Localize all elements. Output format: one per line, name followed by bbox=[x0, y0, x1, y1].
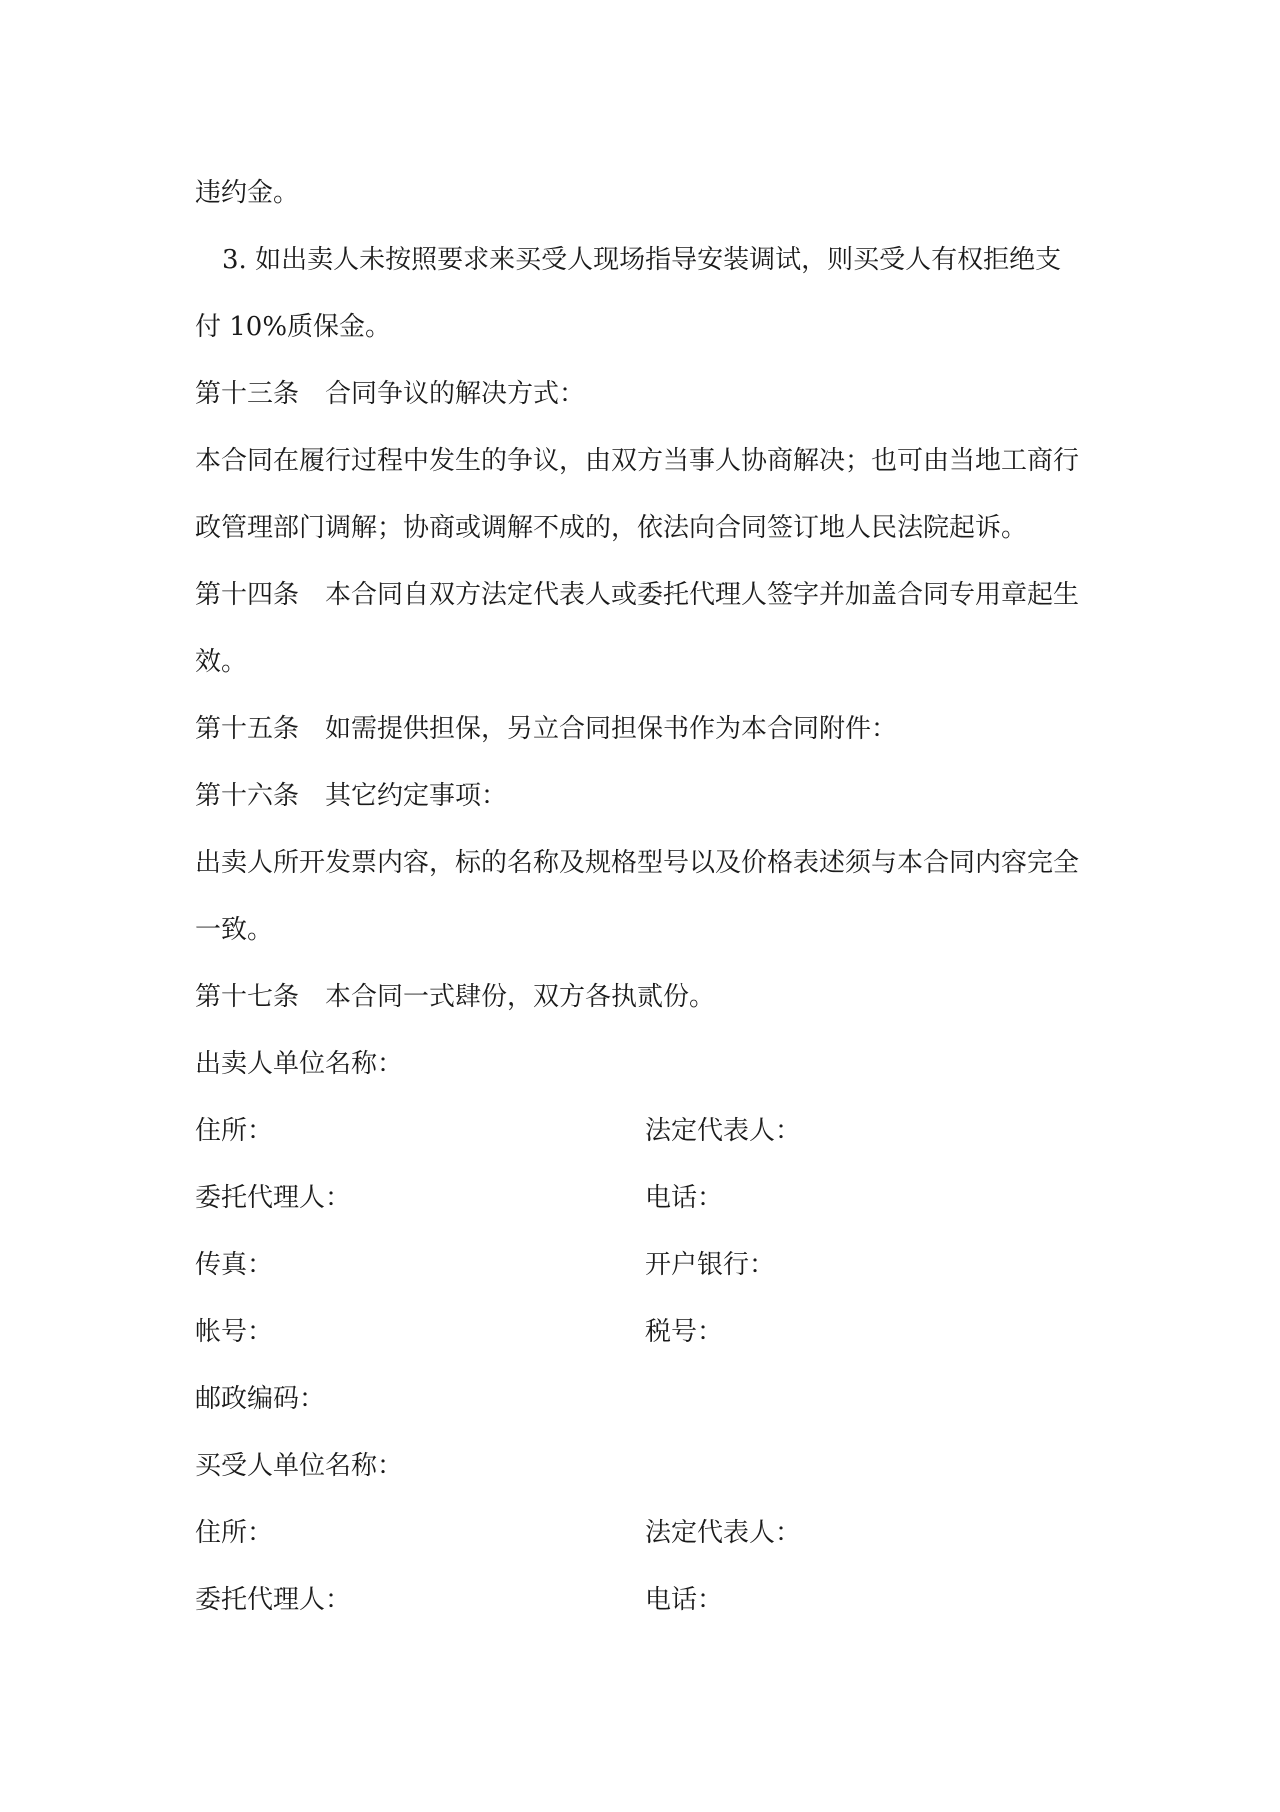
article-16-heading: 第十六条 其它约定事项： bbox=[195, 781, 508, 811]
article-16-body-line-2: 一致。 bbox=[195, 915, 274, 945]
seller-agent-label: 委托代理人： bbox=[195, 1183, 352, 1213]
seller-bank-label: 开户银行： bbox=[645, 1250, 776, 1280]
seller-legal-rep-label: 法定代表人： bbox=[645, 1116, 802, 1146]
article-13-body-line-2: 政管理部门调解；协商或调解不成的，依法向合同签订地人民法院起诉。 bbox=[195, 513, 1028, 543]
article-14-line-1: 第十四条 本合同自双方法定代表人或委托代理人签字并加盖合同专用章起生 bbox=[195, 580, 1080, 610]
seller-phone-label: 电话： bbox=[645, 1183, 724, 1213]
seller-tax-id-label: 税号： bbox=[645, 1317, 724, 1347]
clause-3-line-2: 付 10%质保金。 bbox=[195, 312, 392, 342]
paragraph-penalty-end: 违约金。 bbox=[195, 178, 300, 208]
article-16-body-line-1: 出卖人所开发票内容，标的名称及规格型号以及价格表述须与本合同内容完全 bbox=[195, 848, 1080, 878]
article-17: 第十七条 本合同一式肆份，双方各执贰份。 bbox=[195, 982, 716, 1012]
buyer-legal-rep-label: 法定代表人： bbox=[645, 1518, 802, 1548]
buyer-agent-label: 委托代理人： bbox=[195, 1585, 352, 1615]
clause-3-line-1: 3. 如出卖人未按照要求来买受人现场指导安装调试，则买受人有权拒绝支 bbox=[222, 245, 1062, 275]
seller-unit-name-label: 出卖人单位名称： bbox=[195, 1049, 404, 1079]
seller-account-label: 帐号： bbox=[195, 1317, 274, 1347]
buyer-address-label: 住所： bbox=[195, 1518, 274, 1548]
buyer-unit-name-label: 买受人单位名称： bbox=[195, 1451, 404, 1481]
article-13-body-line-1: 本合同在履行过程中发生的争议，由双方当事人协商解决；也可由当地工商行 bbox=[195, 446, 1080, 476]
seller-address-label: 住所： bbox=[195, 1116, 274, 1146]
article-13-heading: 第十三条 合同争议的解决方式： bbox=[195, 379, 586, 409]
article-14-line-2: 效。 bbox=[195, 647, 248, 677]
seller-postcode-label: 邮政编码： bbox=[195, 1384, 326, 1414]
article-15: 第十五条 如需提供担保，另立合同担保书作为本合同附件： bbox=[195, 714, 898, 744]
seller-fax-label: 传真： bbox=[195, 1250, 274, 1280]
buyer-phone-label: 电话： bbox=[645, 1585, 724, 1615]
